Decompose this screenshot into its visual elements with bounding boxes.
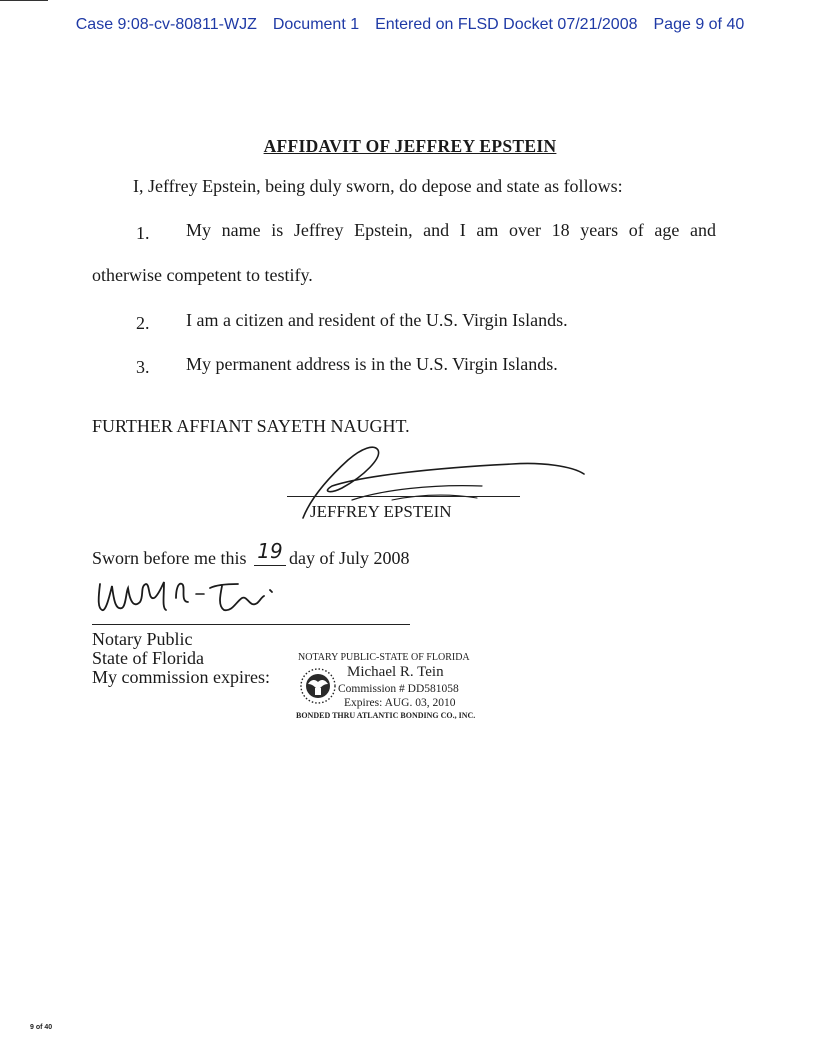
notary-state-label: State of Florida xyxy=(92,648,204,668)
stamp-heading: NOTARY PUBLIC-STATE OF FLORIDA xyxy=(298,652,470,663)
item-1-number: 1. xyxy=(136,223,150,243)
page-indicator: Page 9 of 40 xyxy=(653,16,745,33)
item-3-text: My permanent address is in the U.S. Virgin Islands. xyxy=(186,354,558,374)
intro-paragraph: I, Jeffrey Epstein, being duly sworn, do depose and state as follows: xyxy=(133,176,623,196)
item-3-number: 3. xyxy=(136,357,150,377)
item-2-text: I am a citizen and resident of the U.S. Virgin Islands. xyxy=(186,310,568,330)
stamp-notary-name: Michael R. Tein xyxy=(347,664,444,680)
affiant-name: JEFFREY EPSTEIN xyxy=(310,502,452,521)
docket-entry: Entered on FLSD Docket 07/21/2008 xyxy=(375,16,638,33)
page-footer: 9 of 40 xyxy=(30,1024,53,1031)
notary-public-label: Notary Public xyxy=(92,629,193,649)
sworn-day-underline xyxy=(254,565,286,566)
commission-expires-label: My commission expires: xyxy=(92,667,270,687)
notary-signature xyxy=(92,572,292,622)
sworn-day: 19 xyxy=(257,539,283,563)
docket-header xyxy=(0,16,820,34)
stamp-expires: Expires: AUG. 03, 2010 xyxy=(344,697,456,709)
item-1-text: My name is Jeffrey Epstein, and I am over 18 years of age and xyxy=(186,220,716,240)
item-2-number: 2. xyxy=(136,313,150,333)
case-number: Case 9:08-cv-80811-WJZ xyxy=(75,16,257,33)
affidavit-title: AFFIDAVIT OF JEFFREY EPSTEIN xyxy=(263,136,557,156)
notary-signature-line xyxy=(92,624,410,625)
document-number: Document 1 xyxy=(272,16,360,33)
item-1-continuation: otherwise competent to testify. xyxy=(92,265,313,285)
sworn-prefix: Sworn before me this xyxy=(92,548,247,568)
sworn-suffix: day of July 2008 xyxy=(289,548,410,568)
state-seal-icon xyxy=(298,666,338,706)
closing-statement: FURTHER AFFIANT SAYETH NAUGHT. xyxy=(92,416,410,436)
stamp-bonded: BONDED THRU ATLANTIC BONDING CO., INC. xyxy=(296,711,476,720)
top-rule xyxy=(0,0,48,1)
notary-block xyxy=(92,630,270,687)
stamp-commission: Commission # DD581058 xyxy=(338,683,459,695)
affiant-signature-line xyxy=(287,496,520,497)
